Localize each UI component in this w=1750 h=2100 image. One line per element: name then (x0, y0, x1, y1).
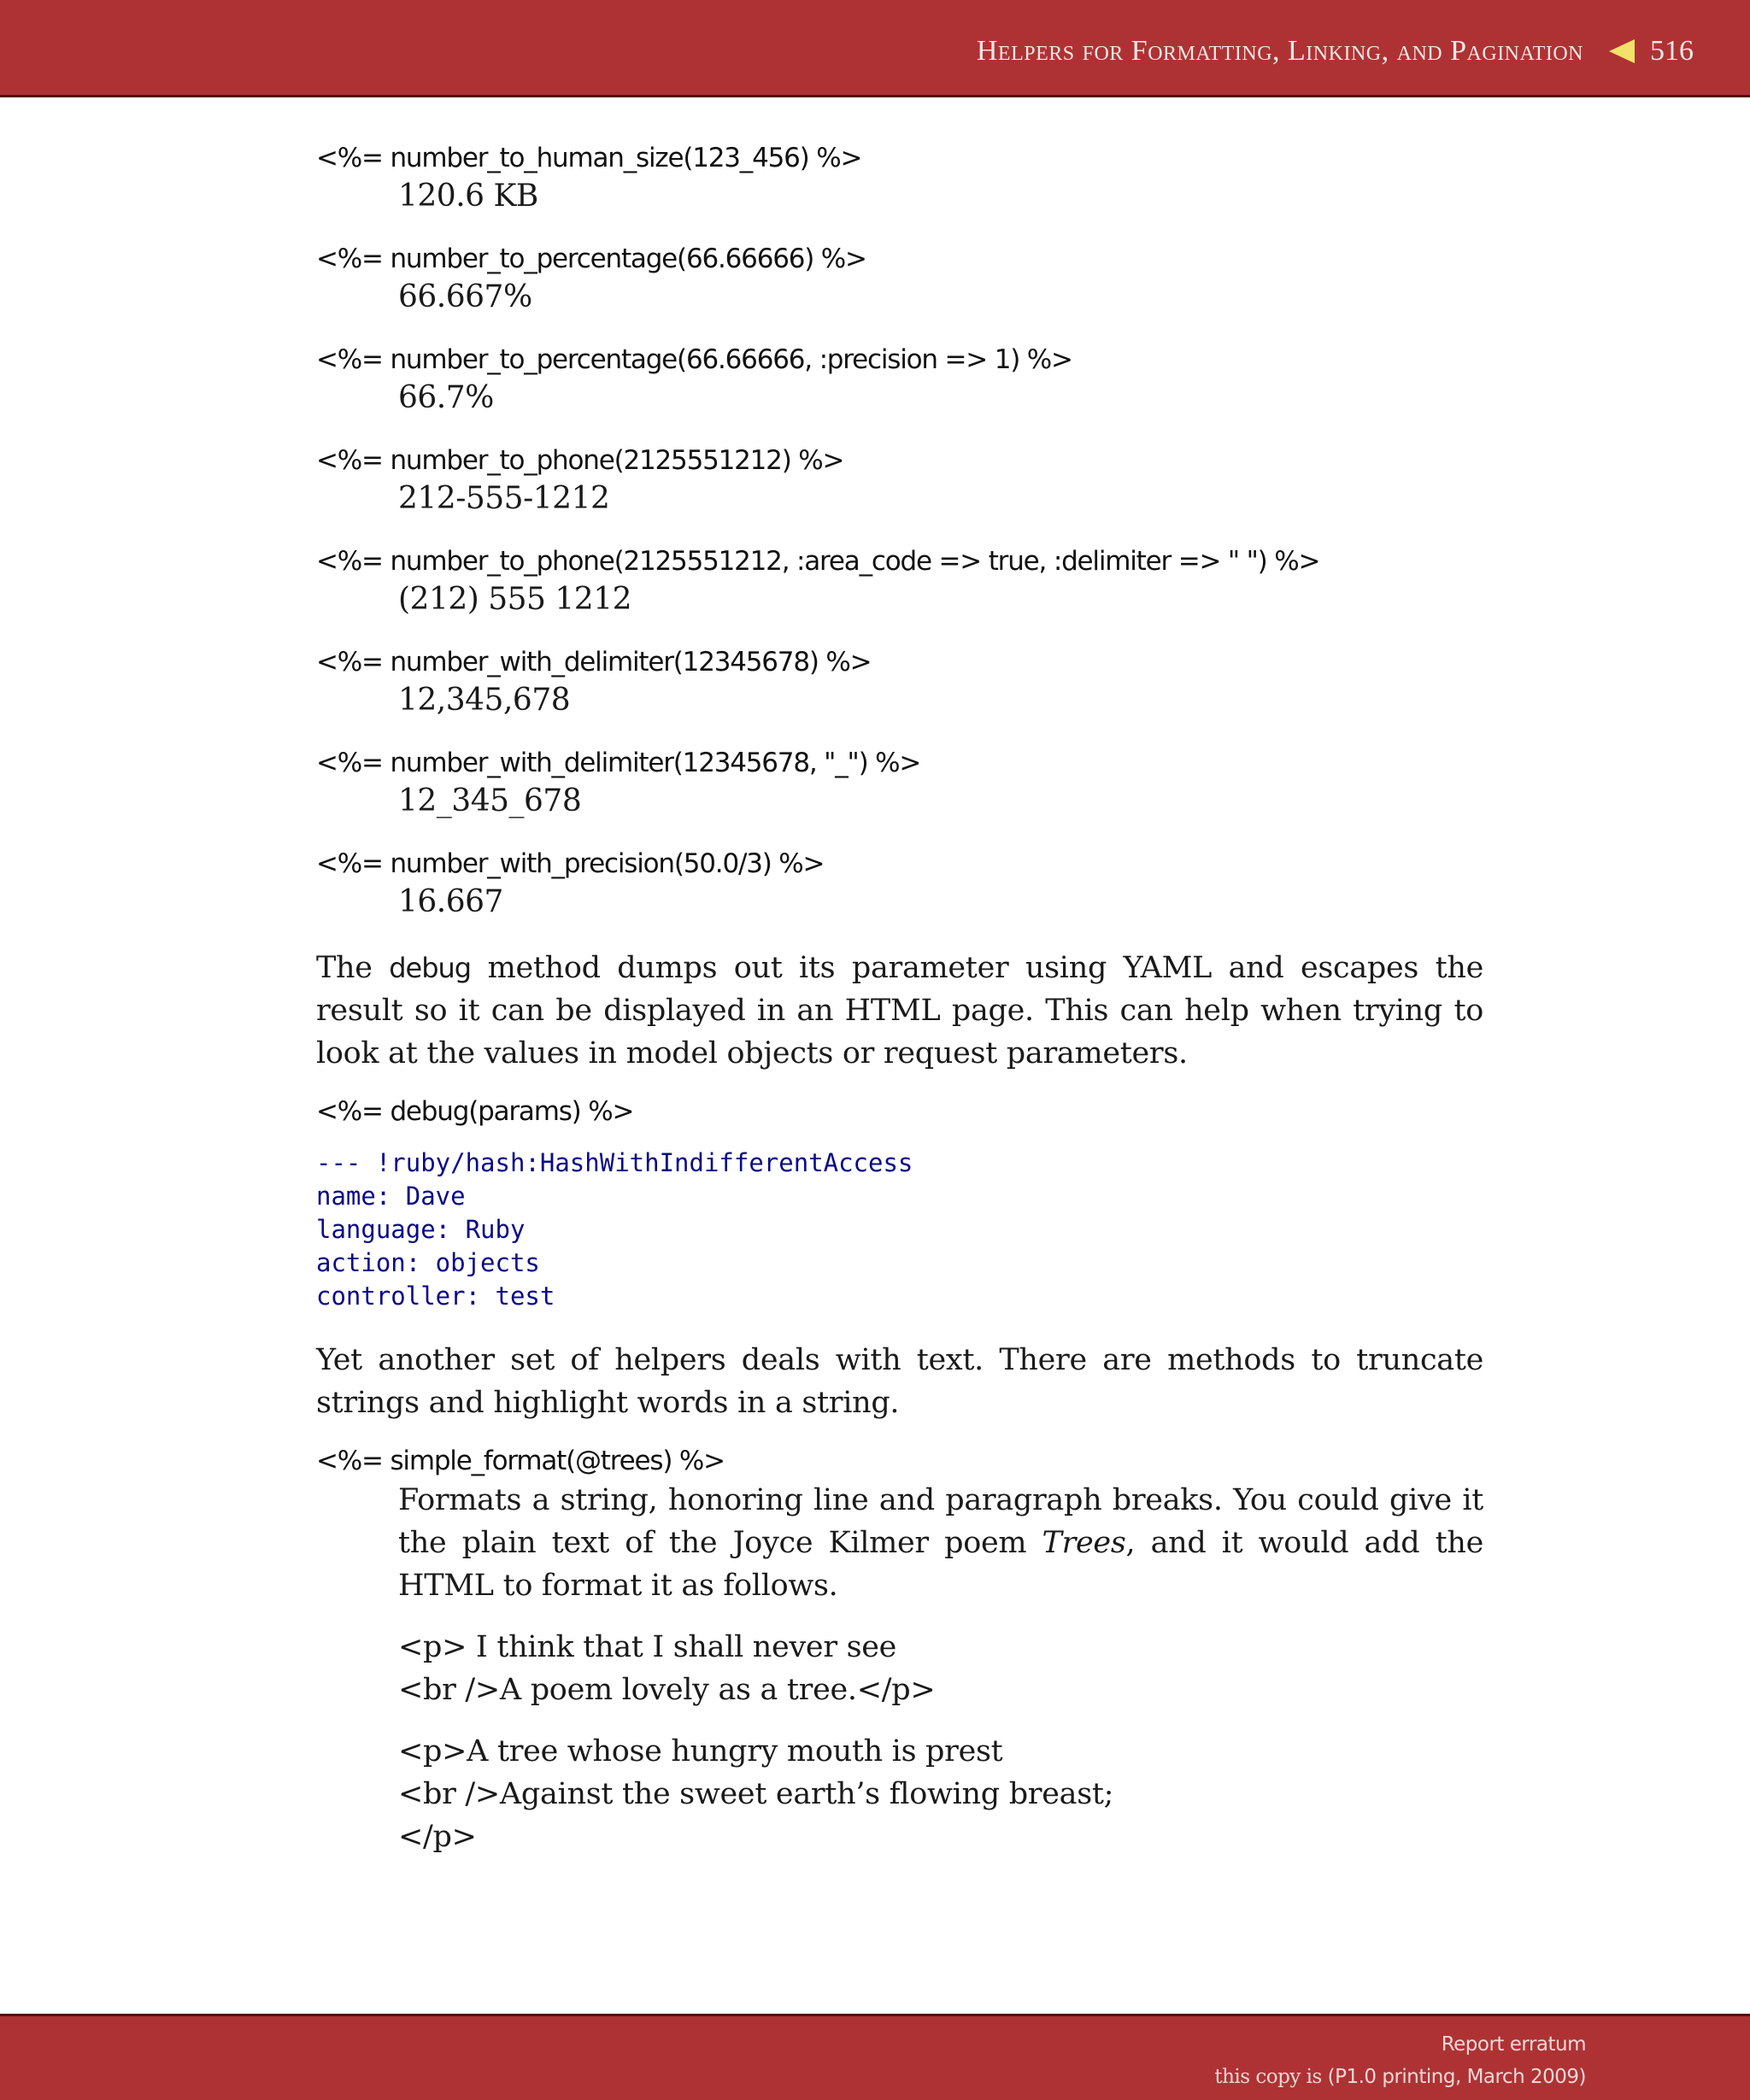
result-value: 12,345,678 (398, 683, 571, 718)
text-run: Formats a string, honoring line and paragraph breaks. You could give it the plain text of the Joyce Kilmer poem (398, 1483, 1483, 1560)
example-block (316, 543, 1483, 620)
output-line: controller: test (316, 1282, 555, 1311)
report-erratum-link[interactable]: Report erratum (1441, 2033, 1586, 2056)
text-run: The (316, 951, 390, 985)
result-value: 66.667% (398, 279, 532, 314)
code-line: <%= number_to_percentage(66.66666, :precision => 1) %> (316, 344, 1072, 375)
copy-suffix: (P1.0 printing, March 2009) (1321, 2066, 1586, 2088)
poem-title: Trees (1042, 1526, 1126, 1560)
poem-block (398, 1626, 1483, 1711)
poem-line: <p>A tree whose hungry mouth is prest (398, 1734, 1003, 1769)
code-line: <%= debug(params) %> (316, 1096, 634, 1127)
inline-code: debug (389, 952, 472, 984)
footer-bar (0, 2014, 1750, 2100)
copy-info (1214, 2066, 1586, 2088)
text-helpers-paragraph: Yet another set of helpers deals with text. There are methods to truncate strings and highlight words in a string. (316, 1343, 1483, 1420)
example-block (316, 644, 1483, 721)
poem-line: <br />A poem lovely as a tree.</p> (398, 1673, 936, 1707)
example-block (316, 846, 1483, 923)
running-title: Helpers for Formatting, Linking, and Pagination (976, 35, 1583, 67)
output-line: language: Ruby (316, 1215, 526, 1244)
output-line: name: Dave (316, 1182, 466, 1211)
example-block (316, 443, 1483, 519)
code-line: <%= number_to_phone(2125551212) %> (316, 445, 844, 476)
poem-line: </p> (398, 1820, 477, 1854)
result-value: 12_345_678 (398, 783, 582, 818)
simple-format-description (398, 1479, 1483, 1858)
left-triangle-icon[interactable] (1609, 39, 1635, 63)
debug-output (316, 1147, 1483, 1313)
debug-paragraph (316, 947, 1483, 1075)
text-run: , and it would add the HTML to format it as follows. (398, 1526, 1483, 1603)
header-bar (0, 0, 1750, 97)
page-body (316, 140, 1483, 1877)
poem-block (398, 1730, 1483, 1858)
page-number: 516 (1650, 35, 1694, 67)
code-line: <%= number_with_precision(50.0/3) %> (316, 848, 825, 879)
result-value: 66.7% (398, 380, 494, 415)
poem-line: <br />Against the sweet earth’s flowing breast; (398, 1777, 1114, 1811)
output-line: action: objects (316, 1248, 540, 1277)
example-block (316, 140, 1483, 217)
code-line: <%= number_with_delimiter(12345678, "_") %> (316, 748, 921, 778)
running-head (977, 30, 1694, 73)
example-block (316, 342, 1483, 419)
description-paragraph (398, 1479, 1483, 1607)
code-line: <%= number_with_delimiter(12345678) %> (316, 647, 872, 678)
code-line: <%= simple_format(@trees) %> (316, 1446, 725, 1476)
text-run: method dumps out its parameter using YAML and escapes the result so it can be displayed in an HTML page. This can help when trying to look at the values in model objects or request parameters. (316, 951, 1484, 1071)
result-value: 120.6 KB (398, 179, 538, 214)
output-line: --- !ruby/hash:HashWithIndifferentAccess (316, 1148, 913, 1177)
result-value: 212-555-1212 (398, 481, 610, 516)
code-line: <%= number_to_human_size(123_456) %> (316, 143, 862, 173)
code-line: <%= number_to_phone(2125551212, :area_code => true, :delimiter => " ") %> (316, 546, 1320, 577)
example-block (316, 241, 1483, 318)
code-line: <%= number_to_percentage(66.66666) %> (316, 243, 866, 274)
result-value: 16.667 (398, 884, 503, 919)
result-value: (212) 555 1212 (398, 582, 632, 617)
copy-prefix: this copy is (1214, 2066, 1322, 2088)
example-block (316, 745, 1483, 822)
poem-line: <p> I think that I shall never see (398, 1630, 897, 1664)
